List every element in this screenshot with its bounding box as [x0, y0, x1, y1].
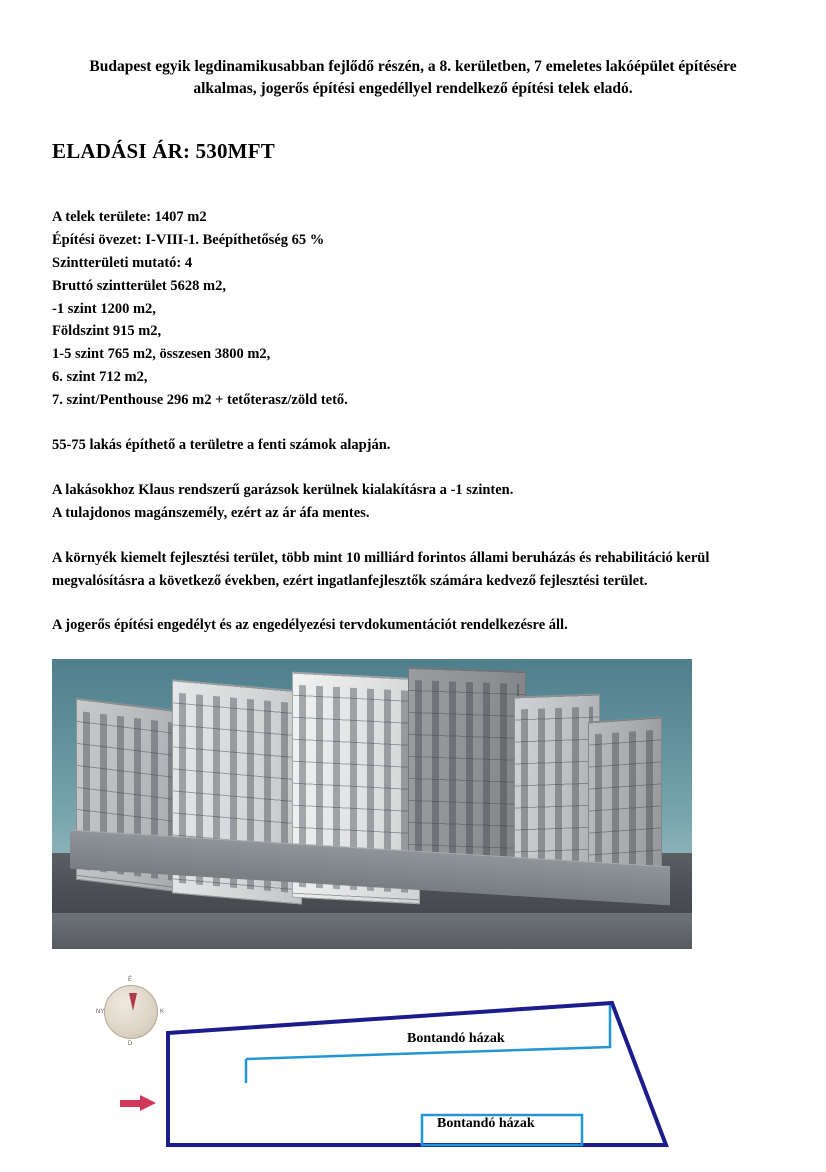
compass-label-south: D [128, 1040, 133, 1047]
rendering-building-block-6 [588, 716, 662, 881]
site-plan [52, 977, 772, 1172]
compass-label-north: É [128, 976, 133, 983]
spec-item-plot-area: A telek területe: 1407 m2 [52, 208, 207, 225]
arrow-shaft [120, 1100, 142, 1107]
spec-item-level-7: 7. szint/Penthouse 296 m2 + tetőterasz/zöld tető. [52, 392, 348, 409]
rendering-windows-6 [595, 730, 655, 870]
spec-item-zone: Építési övezet: I-VIII-1. Beépíthetőség 65 % [52, 231, 325, 248]
spec-item-floor-index: Szintterületi mutató: 4 [52, 254, 193, 271]
paragraph-units-block [52, 434, 774, 457]
plot-label-demolition-lower: Bontandó házak [437, 1115, 535, 1131]
rendering-windows-5 [521, 706, 593, 877]
spec-item-level-6: 6. szint 712 m2, [52, 369, 148, 386]
rendering-street [52, 913, 692, 949]
compass-needle-icon [129, 993, 137, 1011]
paragraph-permit-block [52, 614, 774, 637]
price-heading: ELADÁSI ÁR: 530MFT [52, 138, 275, 163]
spec-item-levels-1-5: 1-5 szint 765 m2, összesen 3800 m2, [52, 346, 271, 363]
paragraph-units: 55-75 lakás építhető a területre a fenti számok alapján. [52, 437, 391, 454]
paragraph-area: A környék kiemelt fejlesztési terület, több mint 10 milliárd forintos állami beruházás és rehabilitáció kerül megvalósításra a következő években, ezért ingatlanfejlesztők számára kedvező fejlesztési terület. [52, 549, 710, 590]
arrow-head [140, 1095, 156, 1111]
paragraph-garage-block [52, 479, 774, 525]
spec-list [52, 206, 774, 412]
paragraph-permit: A jogerős építési engedélyt és az engedélyezési tervdokumentációt rendelkezésre áll. [52, 616, 568, 633]
compass-label-east: K [160, 1008, 165, 1015]
direction-arrow-icon [120, 1095, 158, 1111]
spec-item-ground-floor: Földszint 915 m2, [52, 323, 162, 340]
building-rendering-image [52, 659, 692, 949]
paragraph-garage: A lakásokhoz Klaus rendszerű garázsok kerülnek kialakításra a -1 szinten. [52, 482, 514, 498]
plot-outline-drawing [162, 995, 672, 1157]
compass-label-west: NY [96, 1008, 105, 1015]
plot-label-demolition-upper: Bontandó házak [407, 1030, 505, 1046]
spec-item-level-minus1: -1 szint 1200 m2, [52, 300, 156, 317]
paragraph-owner: A tulajdonos magánszemély, ezért az ár áfa mentes. [52, 504, 370, 521]
plot-boundary-polygon [168, 1003, 666, 1145]
compass-rose [96, 977, 170, 1051]
intro-paragraph: Budapest egyik legdinamikusabban fejlődő részén, a 8. kerületben, 7 emeletes lakóépület építésére alkalmas, jogerős építési engedéllyel rendelkező építési telek eladó. [89, 58, 737, 98]
spec-item-gross-area: Bruttó szintterület 5628 m2, [52, 277, 226, 294]
